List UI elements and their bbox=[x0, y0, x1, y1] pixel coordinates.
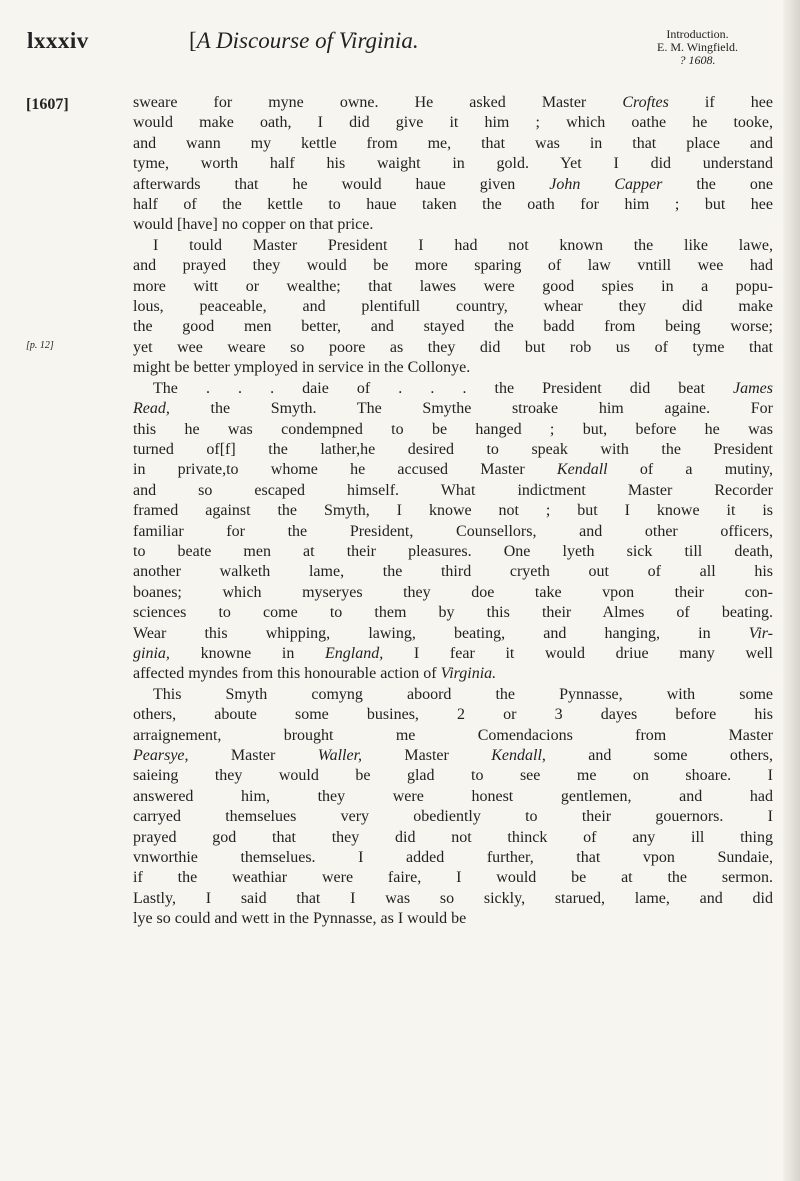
running-title bbox=[189, 28, 419, 54]
text-line: to beate men at their pleasures. One lyeth sick till death, bbox=[133, 542, 773, 560]
page-number: lxxxiv bbox=[27, 28, 89, 53]
text-line: Wear this whipping, lawing, beating, and hanging, in Vir- bbox=[133, 624, 773, 642]
text-line: half of the kettle to haue taken the oath for him ; but hee bbox=[133, 196, 773, 214]
text-line: answered him, they were honest gentlemen, and had bbox=[133, 787, 773, 805]
text-line: vnworthie themselues. I added further, that vpon Sundaie, bbox=[133, 849, 773, 867]
text-line: The . . . daie of . . . the President did beat James bbox=[153, 379, 773, 397]
text-line: lye so could and wett in the Pynnasse, as I would be bbox=[133, 910, 467, 928]
text-line: familiar for the President, Counsellors, and other officers, bbox=[133, 522, 773, 540]
text-line: and prayed they would be more sparing of law vntill wee had bbox=[133, 257, 773, 275]
text-line: more witt or wealthe; that lawes were good spies in a popu- bbox=[133, 277, 773, 295]
text-line: afterwards that he would haue given John Capper the one bbox=[133, 175, 773, 193]
text-line: Read, the Smyth. The Smythe stroake him againe. For bbox=[133, 400, 773, 418]
text-line: ginia, knowne in England, I fear it would driue many well bbox=[133, 644, 773, 662]
text-line: Lastly, I said that I was so sickly, starued, lame, and did bbox=[133, 889, 773, 907]
text-line: this he was condempned to be hanged ; but, before he was bbox=[133, 420, 773, 438]
text-line: sciences to come to them by this their Almes of beating. bbox=[133, 604, 773, 622]
text-line: saieing they would be glad to see me on shoare. I bbox=[133, 767, 773, 785]
title-bracket: [ bbox=[189, 28, 197, 53]
head-note bbox=[630, 28, 765, 67]
head-note-section: Introduction. bbox=[666, 27, 729, 41]
title-text: A Discourse of Virginia. bbox=[196, 28, 419, 53]
text-line: carryed themselues very obediently to their gouernors. I bbox=[133, 808, 773, 826]
text-line: would [have] no copper on that price. bbox=[133, 216, 374, 234]
text-line: prayed god that they did not thinck of any ill thing bbox=[133, 828, 773, 846]
text-line: others, aboute some busines, 2 or 3 dayes before his bbox=[133, 706, 773, 724]
text-line: lous, peaceable, and plentifull country, whear they did make bbox=[133, 298, 773, 316]
text-line: turned of[f] the lather,he desired to speak with the President bbox=[133, 440, 773, 458]
text-line: would make oath, I did give it him ; which oathe he tooke, bbox=[133, 114, 773, 132]
body-text bbox=[133, 93, 773, 930]
text-line: boanes; which myseryes they doe take vpon their con- bbox=[133, 583, 773, 601]
text-line: in private,to whome he accused Master Kendall of a mutiny, bbox=[133, 461, 773, 479]
head-note-author: E. M. Wingfield. bbox=[657, 40, 738, 54]
margin-year: [1607] bbox=[26, 96, 69, 113]
text-line: I tould Master President I had not known the like lawe, bbox=[153, 236, 773, 254]
text-line: and so escaped himself. What indictment Master Recorder bbox=[133, 481, 773, 499]
page-edge bbox=[783, 0, 800, 1181]
text-line: sweare for myne owne. He asked Master Croftes if hee bbox=[133, 94, 773, 111]
text-line: affected myndes from this honourable action of Virginia. bbox=[133, 665, 497, 683]
margin-page-ref: [p. 12] bbox=[26, 340, 54, 351]
head-note-date: ? 1608. bbox=[679, 53, 716, 67]
text-line: if the weathiar were faire, I would be at the sermon. bbox=[133, 869, 773, 887]
text-line: framed against the Smyth, I knowe not ; but I knowe it is bbox=[133, 502, 773, 520]
text-line: the good men better, and stayed the badd from being worse; bbox=[133, 318, 773, 336]
text-line: arraignement, brought me Comendacions from Master bbox=[133, 726, 773, 744]
text-line: This Smyth comyng aboord the Pynnasse, with some bbox=[153, 685, 773, 703]
text-line: might be better ymployed in service in the Collonye. bbox=[133, 359, 471, 377]
text-line: Pearsye, Master Waller, Master Kendall, and some others, bbox=[133, 747, 773, 764]
text-line: and wann my kettle from me, that was in that place and bbox=[133, 134, 773, 152]
text-line: yet wee weare so poore as they did but rob us of tyme that bbox=[133, 338, 773, 356]
text-line: another walketh lame, the third cryeth out of all his bbox=[133, 563, 773, 581]
text-line: tyme, worth half his waight in gold. Yet I did understand bbox=[133, 155, 773, 173]
